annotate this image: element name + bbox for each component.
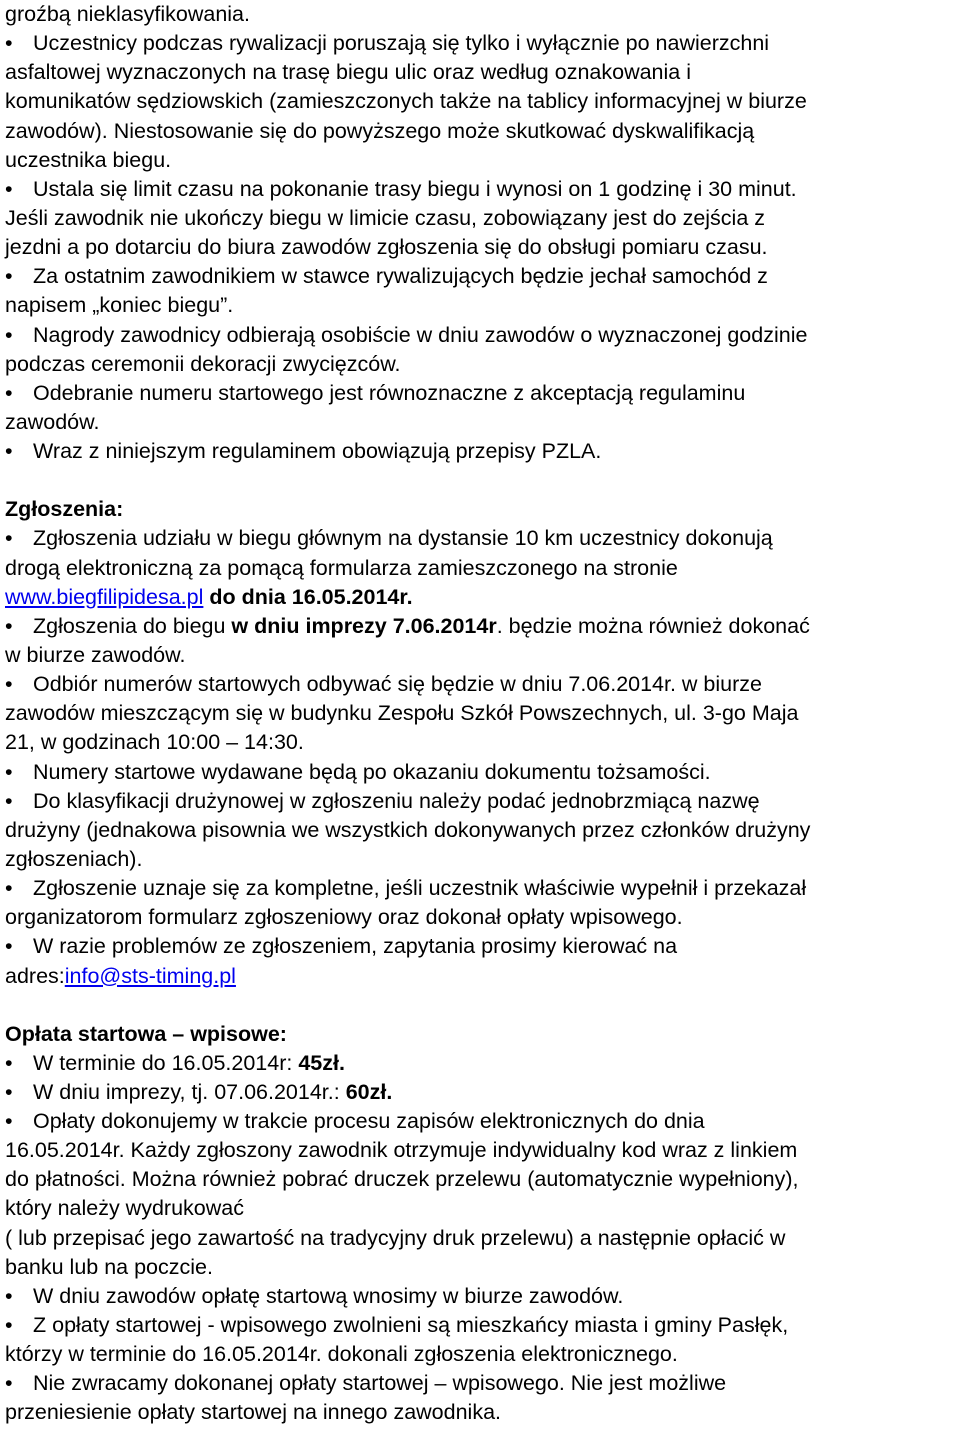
list-item-line bbox=[5, 58, 955, 87]
line-text: Za ostatnim zawodnikiem w stawce rywalizujących będzie jechał samochód z bbox=[33, 264, 768, 289]
bold-text: w dniu imprezy 7.06.2014r bbox=[231, 613, 497, 638]
list-item-line bbox=[5, 350, 955, 379]
list-item-line bbox=[5, 583, 955, 612]
list-item-line bbox=[5, 1165, 955, 1194]
line-text: adres: bbox=[5, 963, 65, 988]
line-text: drogą elektroniczną za pomącą formularza zamieszczonego na stronie bbox=[5, 555, 678, 580]
bullet-icon: • bbox=[5, 31, 13, 56]
bullet-icon: • bbox=[5, 788, 13, 813]
line-text: 16.05.2014r. Każdy zgłoszony zawodnik otrzymuje indywidualny kod wraz z linkiem bbox=[5, 1138, 798, 1163]
line-text: Uczestnicy podczas rywalizacji poruszają się tylko i wyłącznie po nawierzchni bbox=[33, 31, 770, 56]
list-item-line bbox=[5, 1340, 955, 1369]
list-item-line bbox=[5, 962, 955, 991]
line-text: jezdni a po dotarciu do biura zawodów zgłoszenia się do obsługi pomiaru czasu. bbox=[5, 235, 768, 260]
list-item-line bbox=[5, 758, 955, 787]
list-item-line bbox=[5, 1398, 955, 1427]
bullet-icon: • bbox=[5, 439, 13, 464]
line-text: Nie zwracamy dokonanej opłaty startowej – wpisowego. Nie jest możliwe bbox=[33, 1371, 727, 1396]
line-text: przeniesienie opłaty startowej na innego zawodnika. bbox=[5, 1400, 502, 1425]
line-text: zawodów. bbox=[5, 409, 100, 434]
line-text: Zgłoszenia udziału w biegu głównym na dystansie 10 km uczestnicy dokonują bbox=[33, 526, 773, 551]
bullet-icon: • bbox=[5, 1283, 13, 1308]
bullet-icon: • bbox=[5, 526, 13, 551]
section-heading: Opłata startowa – wpisowe: bbox=[5, 1021, 287, 1046]
bullet-icon: • bbox=[5, 934, 13, 959]
list-item-line bbox=[5, 1049, 955, 1078]
list-item-line bbox=[5, 29, 955, 58]
list-item-line bbox=[5, 845, 955, 874]
list-item-line bbox=[5, 612, 955, 641]
list-item-line bbox=[5, 1311, 955, 1340]
line-text: Zgłoszenie uznaje się za kompletne, jeśli uczestnik właściwie wypełnił i przekazał bbox=[33, 876, 807, 901]
line-text: komunikatów sędziowskich (zamieszczonych także na tablicy informacyjnej w biurze bbox=[5, 89, 807, 114]
bullet-icon: • bbox=[5, 876, 13, 901]
text-link[interactable]: www.biegfilipidesa.pl bbox=[5, 584, 204, 609]
list-item-line bbox=[5, 1107, 955, 1136]
text-link[interactable]: info@sts-timing.pl bbox=[64, 963, 236, 988]
list-item-line bbox=[5, 233, 955, 262]
line-text: W terminie do 16.05.2014r: bbox=[33, 1050, 299, 1075]
line-text: Nagrody zawodnicy odbierają osobiście w dniu zawodów o wyznaczonej godzinie bbox=[33, 322, 808, 347]
bullet-icon: • bbox=[5, 264, 13, 289]
list-item-line bbox=[5, 1194, 955, 1223]
list-item-line bbox=[5, 87, 955, 116]
bullet-icon: • bbox=[5, 1050, 13, 1075]
list-item-line bbox=[5, 0, 955, 29]
section-heading: Zgłoszenia: bbox=[5, 497, 124, 522]
bullet-icon: • bbox=[5, 1313, 13, 1338]
line-text: Ustala się limit czasu na pokonanie trasy biegu i wynosi on 1 godzinę i 30 minut. bbox=[33, 176, 797, 201]
line-text: ( lub przepisać jego zawartość na tradycyjny druk przelewu) a następnie opłacić w bbox=[5, 1225, 786, 1250]
line-text: asfaltowej wyznaczonych na trasę biegu ulic oraz według oznakowania i bbox=[5, 60, 691, 85]
list-item-line bbox=[5, 408, 955, 437]
line-text: drużyny (jednakowa pisownia we wszystkich dokonywanych przez członków drużyny bbox=[5, 817, 811, 842]
line-text: w biurze zawodów. bbox=[5, 642, 186, 667]
line-text: groźbą nieklasyfikowania. bbox=[5, 2, 250, 26]
list-item-line bbox=[5, 554, 955, 583]
line-text: W razie problemów ze zgłoszeniem, zapytania prosimy kierować na bbox=[33, 934, 678, 959]
list-item-line bbox=[5, 1078, 955, 1107]
line-text: Zgłoszenia do biegu bbox=[33, 613, 232, 638]
bold-text: 45zł. bbox=[298, 1050, 345, 1075]
bullet-icon: • bbox=[5, 759, 13, 784]
line-text: zawodów). Niestosowanie się do powyższego może skutkować dyskwalifikacją bbox=[5, 118, 755, 143]
line-text: który należy wydrukować bbox=[5, 1196, 244, 1221]
line-text: uczestnika biegu. bbox=[5, 147, 172, 172]
list-item-line bbox=[5, 1136, 955, 1165]
line-text: zawodów mieszczącym się w budynku Zespołu Szkół Powszechnych, ul. 3-go Maja bbox=[5, 701, 799, 726]
list-item-line bbox=[5, 437, 955, 466]
line-text: Odbiór numerów startowych odbywać się będzie w dniu 7.06.2014r. w biurze bbox=[33, 672, 762, 697]
list-item-line bbox=[5, 874, 955, 903]
list-item-line bbox=[5, 262, 955, 291]
line-text: Jeśli zawodnik nie ukończy biegu w limicie czasu, zobowiązany jest do zejścia z bbox=[5, 205, 766, 230]
bullet-icon: • bbox=[5, 176, 13, 201]
line-text: Opłaty dokonujemy w trakcie procesu zapisów elektronicznych do dnia bbox=[33, 1109, 705, 1134]
line-text: którzy w terminie do 16.05.2014r. dokonali zgłoszenia elektronicznego. bbox=[5, 1342, 678, 1367]
line-text: . będzie można również dokonać bbox=[496, 613, 810, 638]
line-text: 21, w godzinach 10:00 – 14:30. bbox=[5, 730, 304, 755]
list-item-line bbox=[5, 117, 955, 146]
line-text: W dniu imprezy, tj. 07.06.2014r.: bbox=[33, 1079, 346, 1104]
line-text: Wraz z niniejszym regulaminem obowiązują przepisy PZLA. bbox=[33, 439, 602, 464]
list-item-line bbox=[5, 1253, 955, 1282]
list-item-line bbox=[5, 699, 955, 728]
line-text: podczas ceremonii dekoracji zwycięzców. bbox=[5, 351, 401, 376]
line-text: Numery startowe wydawane będą po okazaniu dokumentu tożsamości. bbox=[33, 759, 711, 784]
bullet-icon: • bbox=[5, 1079, 13, 1104]
list-item-line bbox=[5, 146, 955, 175]
line-text: zgłoszeniach). bbox=[5, 846, 143, 871]
bullet-icon: • bbox=[5, 1109, 13, 1134]
bullet-icon: • bbox=[5, 1371, 13, 1396]
bullet-icon: • bbox=[5, 613, 13, 638]
list-item-line bbox=[5, 787, 955, 816]
line-text: organizatorom formularz zgłoszeniowy oraz dokonał opłaty wpisowego. bbox=[5, 905, 683, 930]
line-text: banku lub na poczcie. bbox=[5, 1254, 213, 1279]
list-item-line bbox=[5, 728, 955, 757]
bold-text: 60zł. bbox=[345, 1079, 393, 1104]
list-item-line bbox=[5, 1282, 955, 1311]
line-text: napisem „koniec biegu”. bbox=[5, 293, 234, 318]
list-item-line bbox=[5, 932, 955, 961]
list-item-line bbox=[5, 524, 955, 553]
line-text: Odebranie numeru startowego jest równoznaczne z akceptacją regulaminu bbox=[33, 380, 746, 405]
list-item-line bbox=[5, 670, 955, 699]
line-text: Z opłaty startowej - wpisowego zwolnieni są mieszkańcy miasta i gminy Pasłęk, bbox=[33, 1313, 789, 1338]
list-item-line bbox=[5, 175, 955, 204]
line-text: W dniu zawodów opłatę startową wnosimy w biurze zawodów. bbox=[33, 1283, 624, 1308]
bullet-icon: • bbox=[5, 380, 13, 405]
list-item-line bbox=[5, 204, 955, 233]
bullet-icon: • bbox=[5, 672, 13, 697]
list-item-line bbox=[5, 641, 955, 670]
bullet-icon: • bbox=[5, 322, 13, 347]
list-item-line bbox=[5, 1369, 955, 1398]
line-text: Do klasyfikacji drużynowej w zgłoszeniu należy podać jednobrzmiącą nazwę bbox=[33, 788, 760, 813]
bold-text: do dnia 16.05.2014r. bbox=[209, 584, 413, 609]
list-item-line bbox=[5, 903, 955, 932]
line-text: do płatności. Można również pobrać druczek przelewu (automatycznie wypełniony), bbox=[5, 1167, 799, 1192]
list-item-line bbox=[5, 321, 955, 350]
list-item-line bbox=[5, 816, 955, 845]
list-item-line bbox=[5, 1224, 955, 1253]
list-item-line bbox=[5, 379, 955, 408]
list-item-line bbox=[5, 291, 955, 320]
